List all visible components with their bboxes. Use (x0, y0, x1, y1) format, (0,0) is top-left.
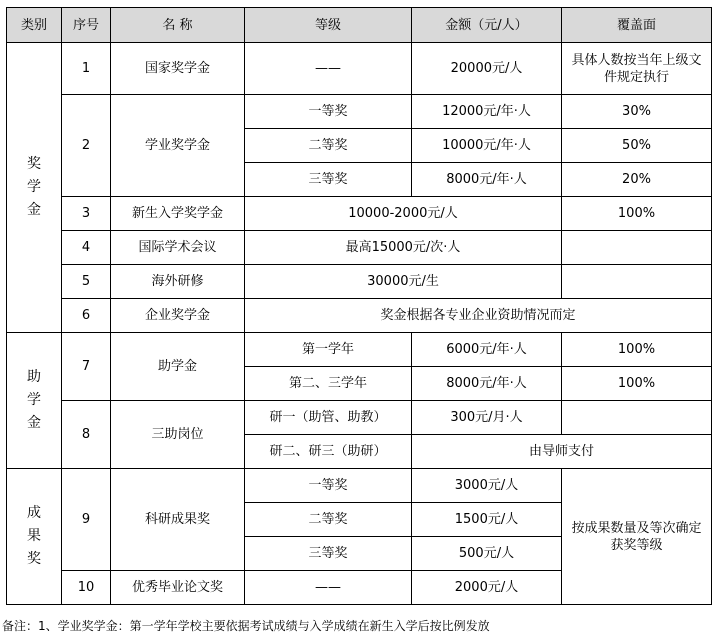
row-coverage: 按成果数量及等次确定获奖等级 (562, 469, 712, 605)
row-amount: 8000元/年·人 (412, 163, 562, 197)
header-category: 类别 (7, 8, 62, 43)
row-number: 1 (62, 43, 111, 95)
row-level: 一等奖 (245, 95, 412, 129)
row-coverage: 100% (562, 197, 712, 231)
row-amount: 10000-2000元/人 (245, 197, 562, 231)
header-name: 名 称 (111, 8, 245, 43)
row-number: 5 (62, 265, 111, 299)
row-level: 二等奖 (245, 503, 412, 537)
row-level: 第一学年 (245, 333, 412, 367)
row-amount: 奖金根据各专业企业资助情况而定 (245, 299, 712, 333)
row-name: 学业奖学金 (111, 95, 245, 197)
category-grant: 助 学 金 (7, 333, 62, 469)
row-name: 优秀毕业论文奖 (111, 571, 245, 605)
header-number: 序号 (62, 8, 111, 43)
row-level: 研一（助管、助教） (245, 401, 412, 435)
table-row (7, 197, 712, 231)
row-amount: 2000元/人 (412, 571, 562, 605)
category-scholarship: 奖 学 金 (7, 43, 62, 333)
category-achievement: 成 果 奖 (7, 469, 62, 605)
table-row (7, 231, 712, 265)
row-amount: 6000元/年·人 (412, 333, 562, 367)
table-row (7, 265, 712, 299)
row-level: 二等奖 (245, 129, 412, 163)
row-name: 新生入学奖学金 (111, 197, 245, 231)
row-number: 2 (62, 95, 111, 197)
row-level: 一等奖 (245, 469, 412, 503)
row-coverage (562, 401, 712, 435)
row-level: —— (245, 43, 412, 95)
row-coverage: 20% (562, 163, 712, 197)
row-coverage: 30% (562, 95, 712, 129)
row-name: 海外研修 (111, 265, 245, 299)
row-amount: 30000元/生 (245, 265, 562, 299)
table-row (7, 333, 712, 367)
row-number: 4 (62, 231, 111, 265)
row-number: 8 (62, 401, 111, 469)
header-coverage: 覆盖面 (562, 8, 712, 43)
row-amount: 500元/人 (412, 537, 562, 571)
row-level: 研二、研三（助研） (245, 435, 412, 469)
header-level: 等级 (245, 8, 412, 43)
footnote: 备注：1、学业奖学金：第一学年学校主要依据考试成绩与入学成绩在新生入学后按比例发放 (2, 619, 490, 633)
row-amount: 1500元/人 (412, 503, 562, 537)
row-name: 科研成果奖 (111, 469, 245, 571)
row-coverage: 100% (562, 333, 712, 367)
row-coverage (562, 265, 712, 299)
row-name: 企业奖学金 (111, 299, 245, 333)
row-name: 助学金 (111, 333, 245, 401)
row-level: 三等奖 (245, 537, 412, 571)
row-amount: 最高15000元/次·人 (245, 231, 562, 265)
row-coverage: 50% (562, 129, 712, 163)
row-amount: 10000元/年·人 (412, 129, 562, 163)
row-amount: 3000元/人 (412, 469, 562, 503)
table-row (7, 401, 712, 435)
row-amount: 12000元/年·人 (412, 95, 562, 129)
table-row (7, 95, 712, 129)
row-level: —— (245, 571, 412, 605)
row-coverage: 具体人数按当年上级文件规定执行 (562, 43, 712, 95)
row-amount: 20000元/人 (412, 43, 562, 95)
scholarship-table (6, 7, 712, 605)
row-name: 国家奖学金 (111, 43, 245, 95)
row-amount: 8000元/年·人 (412, 367, 562, 401)
row-name: 三助岗位 (111, 401, 245, 469)
row-number: 9 (62, 469, 111, 571)
header-row (7, 8, 712, 43)
row-level: 第二、三学年 (245, 367, 412, 401)
row-number: 7 (62, 333, 111, 401)
row-coverage (562, 231, 712, 265)
row-number: 10 (62, 571, 111, 605)
row-name: 国际学术会议 (111, 231, 245, 265)
row-number: 6 (62, 299, 111, 333)
row-amount: 由导师支付 (412, 435, 712, 469)
table-row (7, 299, 712, 333)
row-level: 三等奖 (245, 163, 412, 197)
row-coverage: 100% (562, 367, 712, 401)
row-amount: 300元/月·人 (412, 401, 562, 435)
header-amount: 金额（元/人） (412, 8, 562, 43)
table-row (7, 469, 712, 503)
row-number: 3 (62, 197, 111, 231)
table-row (7, 43, 712, 95)
